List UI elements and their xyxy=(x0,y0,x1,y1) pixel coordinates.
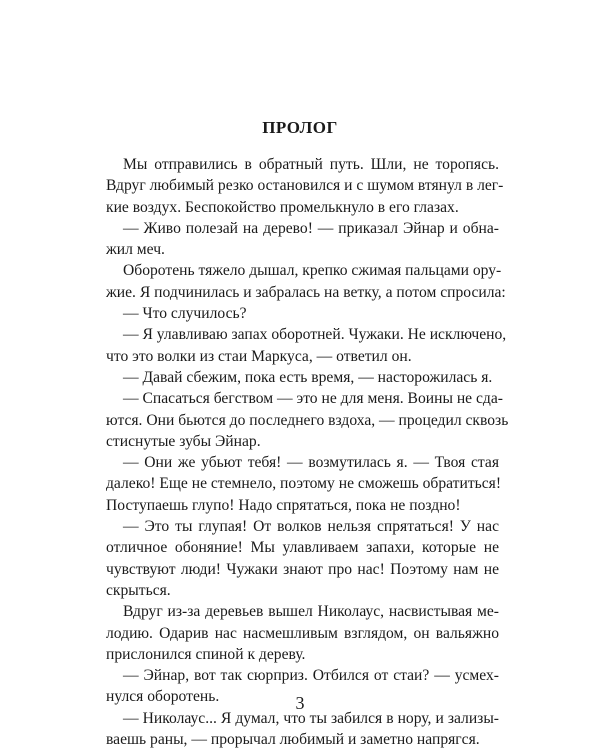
text-line: Мы отправились в обратный путь. Шли, не торопясь. xyxy=(123,156,499,173)
text-line: скрыться. xyxy=(106,581,171,599)
text-line: что это волки из стаи Маркуса, — ответил он. xyxy=(106,347,412,365)
text-line: — Эйнар, вот так сюрприз. Отбился от стаи? — усмех- xyxy=(123,667,499,685)
text-line: — Давай сбежим, пока есть время, — насторожилась я. xyxy=(123,368,493,386)
text-line: — Живо полезай на дерево! — приказал Эйнар и обна- xyxy=(123,219,499,237)
text-line: жие. Я подчинилась и забралась на ветку, а потом спросила: xyxy=(106,283,506,301)
text-line: — Они же убьют тебя! — возмутилась я. — Твоя стая xyxy=(123,454,499,472)
text-line: — Спасаться бегством — это не для меня. Воины не сда- xyxy=(123,390,503,408)
text-line: — Я улавливаю запах оборотней. Чужаки. Не исключено, xyxy=(123,326,507,344)
text-line: далеко! Еще не стемнело, поэтому не сможешь обратиться! xyxy=(106,475,502,493)
chapter-title: ПРОЛОГ xyxy=(262,118,338,137)
text-line: ваешь раны, — прорычал любимый и заметно напрягся. xyxy=(106,731,480,749)
page-number: 3 xyxy=(295,693,305,713)
text-line: — Это ты глупая! От волков нельзя спрятаться! У нас xyxy=(123,518,499,536)
text-line: прислонился спиной к дереву. xyxy=(106,645,306,663)
text-line: отличное обоняние! Мы улавливаем запахи, которые не xyxy=(106,539,499,557)
text-line: — Николаус... Я думал, что ты забился в нору, и зализы- xyxy=(123,709,499,727)
text-line: ются. Они бьются до последнего вздоха, — процедил сквозь xyxy=(106,411,509,429)
text-line: Оборотень тяжело дышал, крепко сжимая пальцами ору- xyxy=(123,262,502,280)
text-line: Поступаешь глупо! Надо спрятаться, пока не поздно! xyxy=(106,496,461,514)
text-line: — Что случилось? xyxy=(123,305,247,323)
text-line: чувствуют люди! Чужаки знают про нас! Поэтому нам не xyxy=(106,560,499,578)
body-text xyxy=(106,154,509,750)
text-line: жил меч. xyxy=(106,241,165,259)
text-line: Вдруг из-за деревьев вышел Николаус, насвистывая ме- xyxy=(123,603,499,621)
text-line: лодию. Одарив нас насмешливым взглядом, он вальяжно xyxy=(106,624,499,642)
text-line: Вдруг любимый резко остановился и с шумом втянул в лег- xyxy=(106,177,504,195)
text-line: стиснутые зубы Эйнар. xyxy=(106,432,261,450)
text-line: кие воздух. Беспокойство промелькнуло в его глазах. xyxy=(106,198,459,216)
text-line: нулся оборотень. xyxy=(106,688,220,706)
